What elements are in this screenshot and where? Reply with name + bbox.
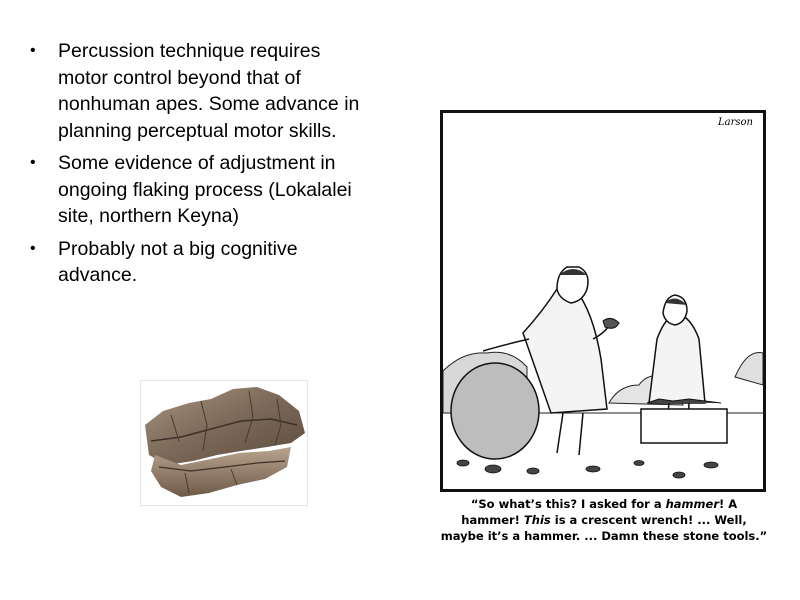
bullet-icon: • — [30, 42, 36, 59]
bullet-icon: • — [30, 154, 36, 171]
cartoon-signature: Larson — [718, 117, 753, 128]
caption-text: ! A hammer! — [461, 497, 738, 527]
bullet-text: Some evidence of adjustment in ongoing flaking process (Lokalalei site, northern Keyna) — [58, 152, 352, 227]
bullet-item — [30, 150, 375, 230]
stone-tool-photo — [140, 380, 308, 506]
caption-emphasis: hammer — [665, 497, 719, 511]
caption-text: is a crescent wrench! ... Well, maybe it’s a hammer. ... Damn these stone tools.” — [440, 513, 768, 543]
cartoon-illustration — [443, 113, 763, 489]
bullet-item — [30, 236, 375, 289]
caption-emphasis: This — [523, 513, 551, 527]
cartoon-caption — [440, 496, 768, 544]
stone-tool-image — [141, 381, 307, 505]
bullet-icon: • — [30, 239, 36, 257]
caption-text: “So what’s this? I asked for a — [470, 497, 666, 511]
bullet-text: Probably not a big cognitive advance. — [58, 237, 298, 286]
cartoon-panel — [440, 110, 766, 492]
bullet-text: Percussion technique requires motor control beyond that of nonhuman apes. Some advance in planning perceptual motor skills. — [58, 40, 360, 142]
bullet-list — [30, 38, 375, 295]
bullet-item — [30, 38, 375, 144]
